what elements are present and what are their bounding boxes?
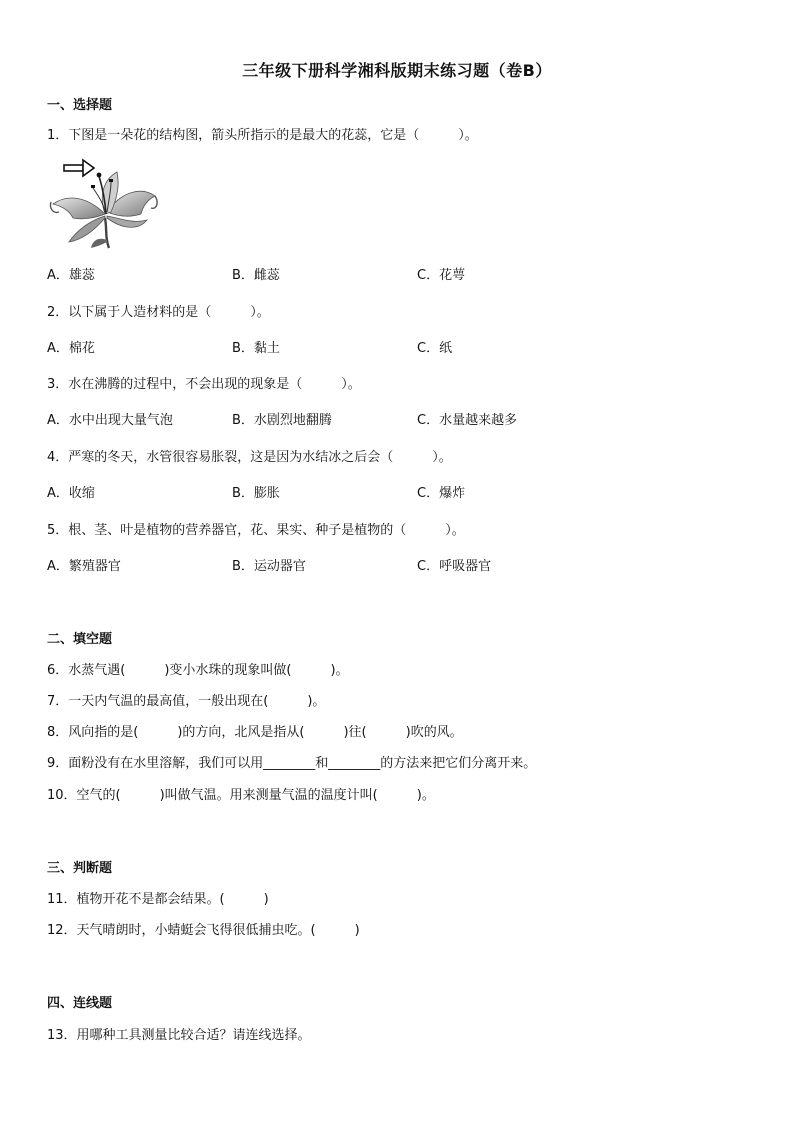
lily-flower-diagram-icon: [47, 156, 159, 250]
option-b[interactable]: B．水剧烈地翻腾: [232, 413, 332, 428]
option-b[interactable]: B．黏土: [232, 341, 280, 356]
option-c[interactable]: C．爆炸: [417, 486, 466, 501]
question-7: 7．一天内气温的最高值，一般出现在( )。: [47, 694, 326, 709]
option-a[interactable]: A．雄蕊: [47, 268, 95, 283]
question-12: 12．天气晴朗时，小蜻蜓会飞得很低捕虫吃。( ): [47, 923, 360, 938]
question-5-options: [47, 555, 607, 573]
section-heading-matching: 四、连线题: [47, 996, 113, 1011]
question-11: 11．植物开花不是都会结果。( ): [47, 892, 269, 907]
page-title: 三年级下册科学湘科版期末练习题（卷B）: [242, 61, 552, 80]
question-4: 4．严寒的冬天，水管很容易胀裂，这是因为水结冰之后会（ ）。: [47, 450, 452, 465]
question-3: 3．水在沸腾的过程中，不会出现的现象是（ ）。: [47, 377, 361, 392]
question-4-options: [47, 482, 607, 500]
option-b[interactable]: B．运动器官: [232, 559, 306, 574]
question-1-options: [47, 264, 607, 282]
question-8: 8．风向指的是( )的方向，北风是指从( )往( )吹的风。: [47, 725, 463, 740]
question-9: 9．面粉没有在水里溶解，我们可以用________和________的方法来把它们分离开来。: [47, 756, 537, 771]
option-a[interactable]: A．水中出现大量气泡: [47, 413, 173, 428]
arrow-right-icon: [64, 160, 94, 176]
option-b[interactable]: B．雌蕊: [232, 268, 280, 283]
question-2-options: [47, 337, 607, 355]
option-a[interactable]: A．繁殖器官: [47, 559, 121, 574]
flower-structure-figure: [47, 156, 159, 250]
option-a[interactable]: A．收缩: [47, 486, 95, 501]
question-2: 2．以下属于人造材料的是（ ）。: [47, 305, 270, 320]
option-c[interactable]: C．呼吸器官: [417, 559, 492, 574]
question-10: 10．空气的( )叫做气温。用来测量气温的温度计叫( )。: [47, 788, 435, 803]
option-c[interactable]: C．水量越来越多: [417, 413, 518, 428]
question-6: 6．水蒸气遇( )变小水珠的现象叫做( )。: [47, 663, 349, 678]
option-a[interactable]: A．棉花: [47, 341, 95, 356]
section-heading-choice: 一、选择题: [47, 98, 113, 113]
question-1: 1．下图是一朵花的结构图，箭头所指示的是最大的花蕊，它是（ ）。: [47, 128, 478, 143]
section-heading-true-false: 三、判断题: [47, 861, 113, 876]
question-13: 13．用哪种工具测量比较合适？请连线选择。: [47, 1028, 311, 1043]
option-b[interactable]: B．膨胀: [232, 486, 280, 501]
question-3-options: [47, 409, 607, 427]
question-5: 5．根、茎、叶是植物的营养器官，花、果实、种子是植物的（ ）。: [47, 523, 465, 538]
option-c[interactable]: C．纸: [417, 341, 453, 356]
option-c[interactable]: C．花萼: [417, 268, 466, 283]
section-heading-fill-blank: 二、填空题: [47, 632, 113, 647]
